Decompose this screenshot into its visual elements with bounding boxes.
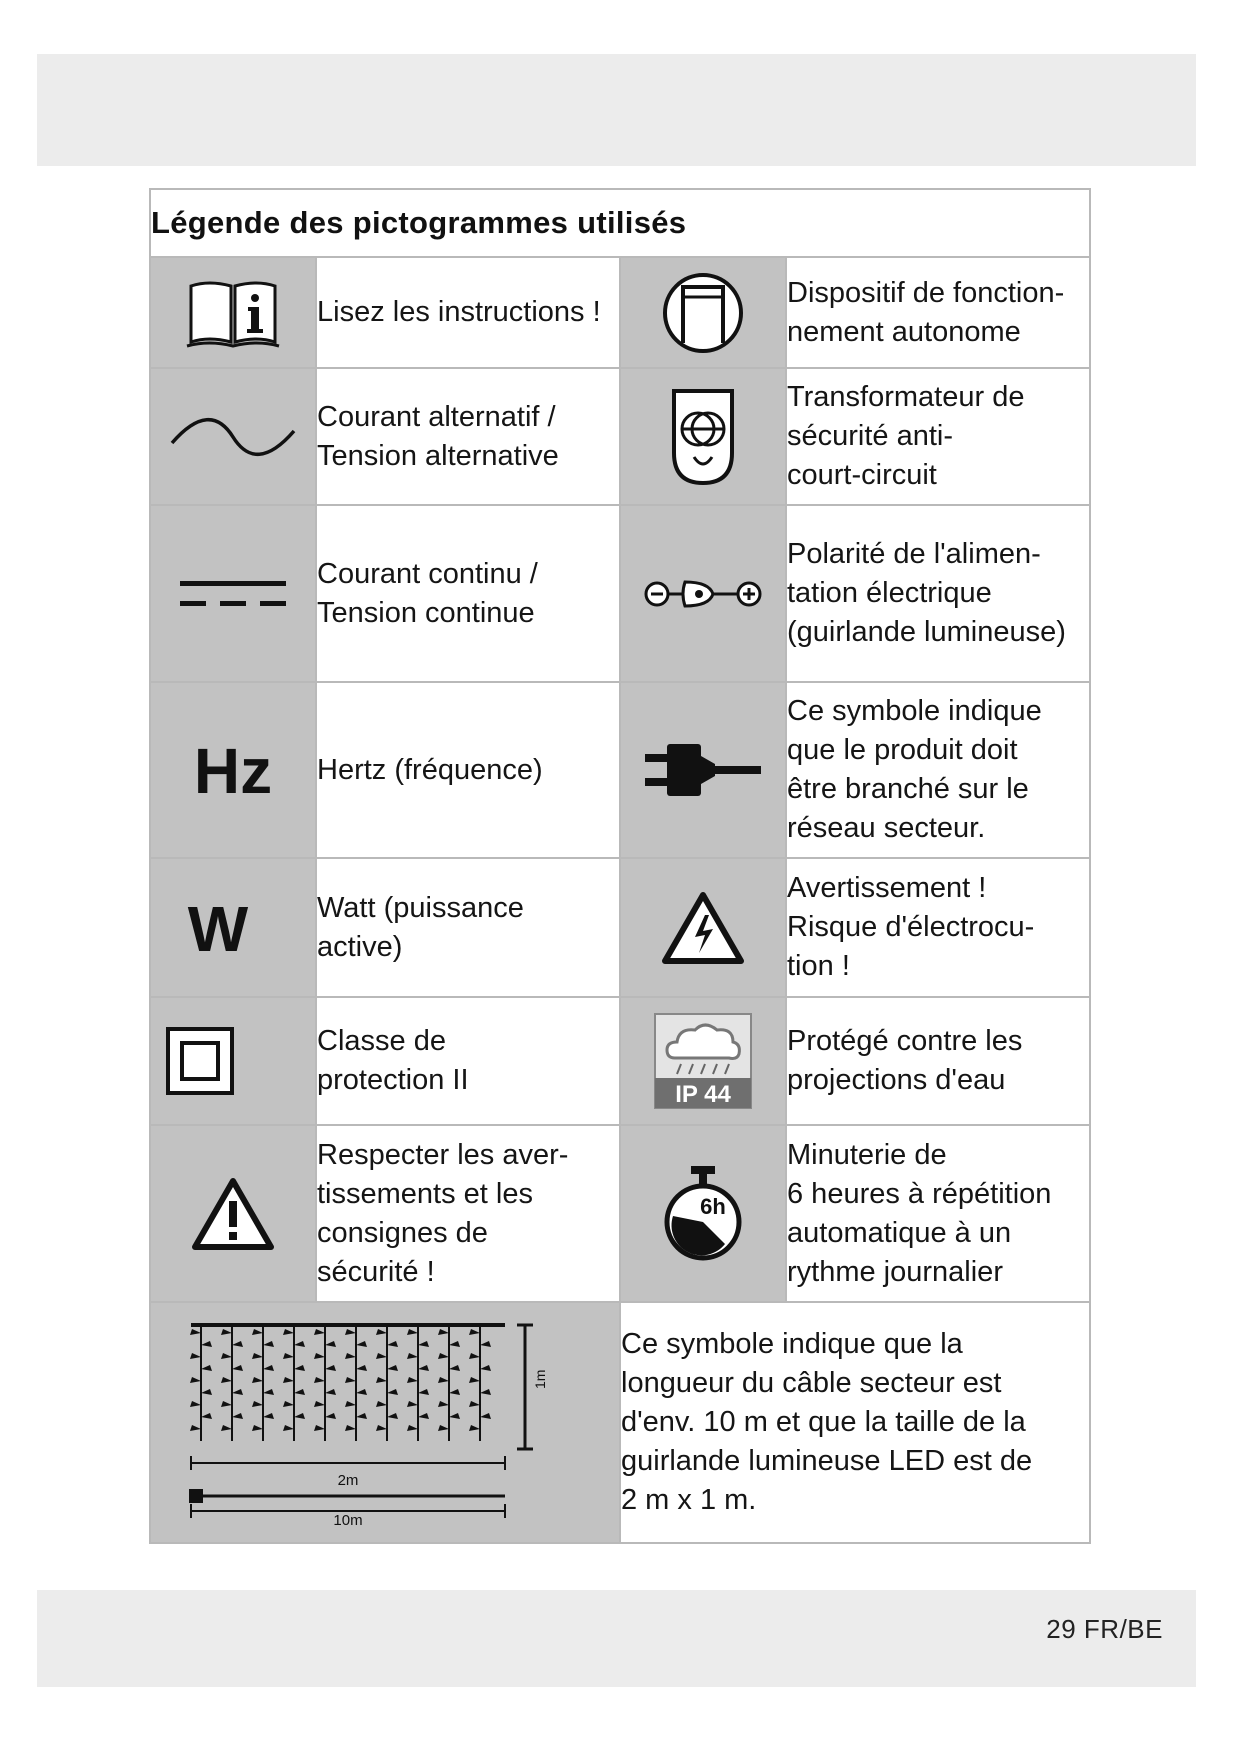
warning-icon [150, 1125, 316, 1302]
led-bulb [252, 1425, 263, 1431]
led-bulb [190, 1425, 201, 1431]
legend-description: Classe de protection II [316, 997, 620, 1125]
led-bulb [469, 1329, 480, 1335]
led-bulb [294, 1365, 305, 1371]
legend-description: Hertz (fréquence) [316, 682, 620, 858]
table-row [150, 1302, 1090, 1543]
led-bulb [449, 1365, 460, 1371]
led-bulb [438, 1425, 449, 1431]
led-bulb [190, 1401, 201, 1407]
led-bulb [232, 1389, 243, 1395]
led-bulb [376, 1425, 387, 1431]
led-bulb [201, 1389, 212, 1395]
electric-shock-warning-icon [620, 858, 786, 997]
table-row [150, 997, 1090, 1125]
led-bulb [263, 1341, 274, 1347]
ip44-label: IP 44 [675, 1081, 731, 1108]
led-bulb [314, 1329, 325, 1335]
timer-label: 6h [700, 1193, 726, 1219]
table-row [150, 505, 1090, 682]
led-bulb [252, 1329, 263, 1335]
led-bulb [469, 1401, 480, 1407]
led-bulb [449, 1389, 460, 1395]
legend-description: Respecter les aver- tissements et les consignes de sécurité ! [316, 1125, 620, 1302]
led-bulb [356, 1341, 367, 1347]
led-bulb [376, 1353, 387, 1359]
led-bulb [232, 1365, 243, 1371]
led-bulb [232, 1341, 243, 1347]
led-bulb [387, 1413, 398, 1419]
led-bulb [480, 1365, 491, 1371]
book-info-icon [150, 257, 316, 368]
dim-height-label: 1m [532, 1369, 548, 1389]
led-bulb [252, 1353, 263, 1359]
led-bulb [283, 1377, 294, 1383]
led-bulb [252, 1401, 263, 1407]
table-title: Légende des pictogrammes utilisés [151, 205, 687, 240]
table-row [150, 682, 1090, 858]
legend-description: Protégé contre les projections d'eau [786, 997, 1090, 1125]
hertz-icon-text: Hz [193, 735, 273, 805]
safety-transformer-icon [620, 368, 786, 505]
led-bulb [418, 1365, 429, 1371]
led-bulb [263, 1365, 274, 1371]
polarity-icon [620, 505, 786, 682]
led-bulb [345, 1377, 356, 1383]
table-row [150, 858, 1090, 997]
led-bulb [221, 1377, 232, 1383]
led-bulb [325, 1413, 336, 1419]
legend-description: Courant alternatif / Tension alternative [316, 368, 620, 505]
hertz-icon [150, 682, 316, 858]
led-bulb [356, 1389, 367, 1395]
led-bulb [376, 1329, 387, 1335]
led-bulb [294, 1341, 305, 1347]
led-bulb [387, 1365, 398, 1371]
led-bulb [314, 1425, 325, 1431]
page-number: 29 FR/BE [1046, 1614, 1163, 1644]
led-bulb [480, 1341, 491, 1347]
timer-icon [620, 1125, 786, 1302]
dc-icon [150, 505, 316, 682]
led-bulb [201, 1341, 212, 1347]
watt-icon-text: W [187, 892, 249, 963]
led-bulb [283, 1425, 294, 1431]
led-bulb [314, 1401, 325, 1407]
led-bulb [325, 1389, 336, 1395]
footer-band [37, 1590, 1196, 1687]
led-bulb [314, 1353, 325, 1359]
led-bulb [376, 1377, 387, 1383]
table-row [150, 257, 1090, 368]
led-bulb [418, 1389, 429, 1395]
led-bulb [221, 1353, 232, 1359]
led-bulb [376, 1401, 387, 1407]
led-bulb [294, 1413, 305, 1419]
led-bulb [221, 1329, 232, 1335]
led-bulb [418, 1413, 429, 1419]
legend-description: Watt (puissance active) [316, 858, 620, 997]
watt-icon [150, 858, 316, 997]
led-bulb [345, 1401, 356, 1407]
led-bulb [190, 1377, 201, 1383]
dim-cable-label: 10m [333, 1511, 363, 1529]
led-bulb [325, 1365, 336, 1371]
led-bulb [407, 1401, 418, 1407]
legend-description: Transformateur de sécurité anti- court-circuit [786, 368, 1090, 505]
led-bulb [449, 1413, 460, 1419]
led-bulb [418, 1341, 429, 1347]
led-curtain-icon [150, 1302, 620, 1543]
led-bulb [232, 1413, 243, 1419]
legend-description: Courant continu / Tension continue [316, 505, 620, 682]
legend-description: Dispositif de fonction- nement autonome [786, 257, 1090, 368]
led-bulb [407, 1353, 418, 1359]
led-bulb [221, 1401, 232, 1407]
led-bulb [438, 1329, 449, 1335]
led-bulb [469, 1353, 480, 1359]
led-bulb [294, 1389, 305, 1395]
legend-description: Ce symbole indique que le produit doit être branché sur le réseau secteur. [786, 682, 1090, 858]
led-bulb [449, 1341, 460, 1347]
led-bulb [407, 1377, 418, 1383]
protection-class-2-icon [150, 997, 316, 1125]
table-title-cell [150, 189, 1090, 257]
led-bulb [252, 1377, 263, 1383]
table-row [150, 1125, 1090, 1302]
table-row [150, 368, 1090, 505]
led-bulb [387, 1389, 398, 1395]
header-band [37, 54, 1196, 166]
led-bulb [345, 1329, 356, 1335]
legend-description: Polarité de l'alimen- tation électrique (guirlande lumineuse) [786, 505, 1090, 682]
pictogram-legend-table [149, 188, 1091, 1544]
led-bulb [438, 1401, 449, 1407]
led-bulb [201, 1413, 212, 1419]
led-bulb [283, 1329, 294, 1335]
led-bulb [356, 1413, 367, 1419]
led-bulb [356, 1365, 367, 1371]
led-bulb [221, 1425, 232, 1431]
led-bulb [263, 1413, 274, 1419]
led-bulb [283, 1353, 294, 1359]
led-bulb [407, 1329, 418, 1335]
led-bulb [201, 1365, 212, 1371]
led-bulb [283, 1401, 294, 1407]
independent-device-icon [620, 257, 786, 368]
led-bulb [480, 1389, 491, 1395]
mains-plug-icon [620, 682, 786, 858]
legend-description: Avertissement ! Risque d'électrocu- tion ! [786, 858, 1090, 997]
led-bulb [387, 1341, 398, 1347]
legend-description: Lisez les instructions ! [316, 257, 620, 368]
led-bulb [438, 1353, 449, 1359]
legend-description: Ce symbole indique que la longueur du câble secteur est d'env. 10 m et que la taille de la guirlande lumineuse LED est de 2 m x 1 m. [620, 1302, 1090, 1543]
led-bulb [469, 1425, 480, 1431]
ip44-icon [620, 997, 786, 1125]
led-bulb [314, 1377, 325, 1383]
led-bulb [190, 1329, 201, 1335]
led-bulb [263, 1389, 274, 1395]
led-bulb [345, 1425, 356, 1431]
led-bulb [480, 1413, 491, 1419]
led-bulb [407, 1425, 418, 1431]
ac-wave-icon [150, 368, 316, 505]
led-bulb [190, 1353, 201, 1359]
legend-description: Minuterie de 6 heures à répétition automatique à un rythme journalier [786, 1125, 1090, 1302]
led-bulb [345, 1353, 356, 1359]
dim-width-label: 2m [337, 1471, 359, 1489]
led-bulb [469, 1377, 480, 1383]
led-bulb [438, 1377, 449, 1383]
led-bulb [325, 1341, 336, 1347]
